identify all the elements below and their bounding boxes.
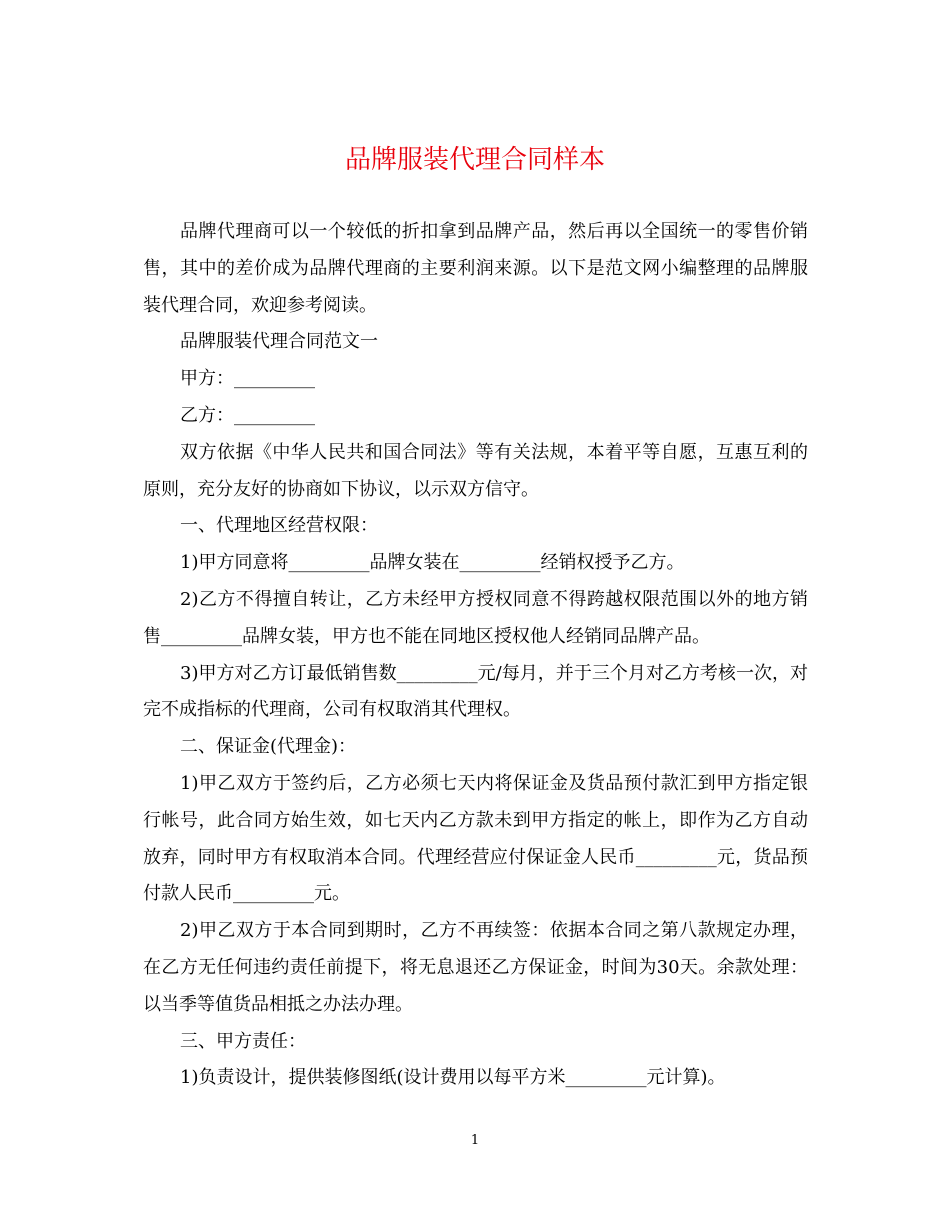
clause-deposit-2: 2)甲乙双方于本合同到期时，乙方不再续签：依据本合同之第八款规定办理，在乙方无任何违约责任前提下，将无息退还乙方保证金，时间为30天。余款处理：以当季等值货品相抵之办法办理。 <box>143 920 808 1015</box>
clause-territory-2: 2)乙方不得擅自转让，乙方未经甲方授权同意不得跨越权限范围以外的地方销售_________品牌女装，甲方也不能在同地区授权他人经销同品牌产品。 <box>143 588 808 647</box>
party-a-line: 甲方：_________ <box>180 368 315 390</box>
party-b-line: 乙方：_________ <box>180 404 315 426</box>
document-title: 品牌服装代理合同样本 <box>344 145 605 175</box>
clause-territory-3: 3)甲方对乙方订最低销售数_________元/每月，并于三个月对乙方考核一次，对完不成指标的代理商，公司有权取消其代理权。 <box>143 662 808 721</box>
clause-territory-1: 1)甲方同意将_________品牌女装在_________经销权授予乙方。 <box>180 552 685 574</box>
clause-party-a-1: 1)负责设计，提供装修图纸(设计费用以每平方米_________元计算)。 <box>180 1067 726 1089</box>
section-heading-party-a-duties: 三、甲方责任： <box>180 1030 306 1052</box>
section-heading-territory: 一、代理地区经营权限： <box>180 515 378 537</box>
intro-paragraph: 品牌代理商可以一个较低的折扣拿到品牌产品，然后再以全国统一的零售价销售，其中的差价成为品牌代理商的主要利润来源。以下是范文网小编整理的品牌服装代理合同，欢迎参考阅读。 <box>143 221 808 316</box>
section-heading-deposit: 二、保证金(代理金)： <box>180 736 357 758</box>
clause-deposit-1: 1)甲乙双方于签约后，乙方必须七天内将保证金及货品预付款汇到甲方指定银行帐号，此合同方始生效，如七天内乙方款未到甲方指定的帐上，即作为乙方自动放弃，同时甲方有权取消本合同。代理经营应付保证金人民币_________元，货品预付款人民币_________元。 <box>143 772 808 905</box>
agreement-basis-paragraph: 双方依据《中华人民共和国合同法》等有关法规，本着平等自愿，互惠互利的原则，充分友好的协商如下协议，以示双方信守。 <box>143 441 808 500</box>
page-number: 1 <box>470 1133 480 1148</box>
section-heading-sample-one: 品牌服装代理合同范文一 <box>180 331 378 353</box>
document-body <box>143 214 808 1097</box>
